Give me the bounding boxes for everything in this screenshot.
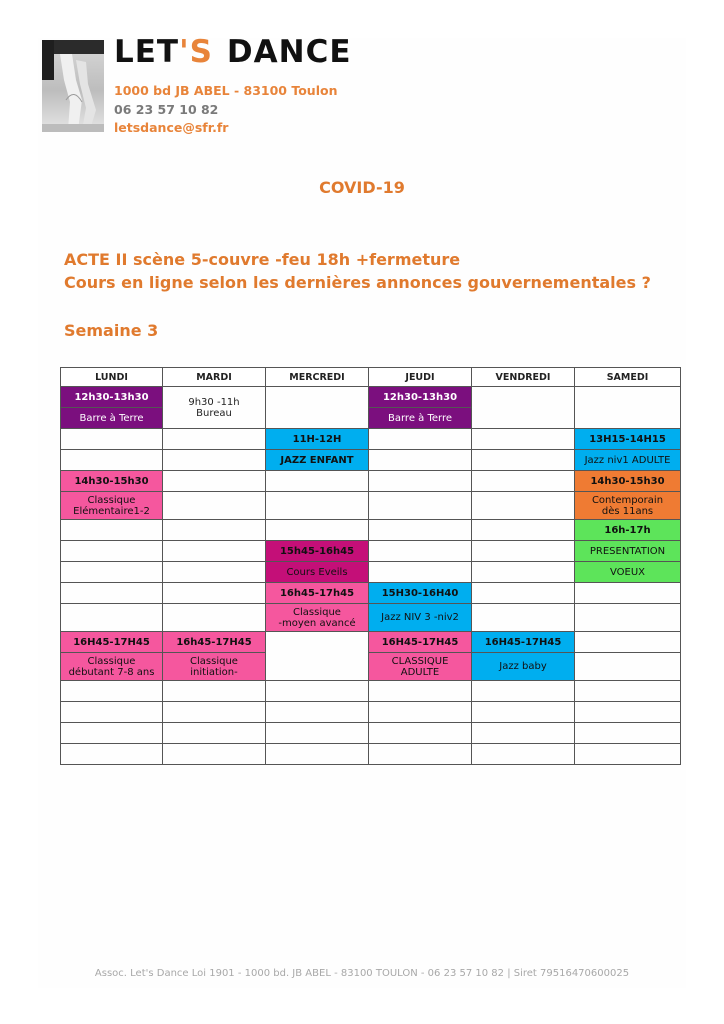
week-label: Semaine 3 — [64, 321, 159, 340]
empty-cell — [266, 492, 369, 520]
table-row — [61, 604, 681, 632]
class-name-cell: Jazz niv1 ADULTE — [575, 450, 681, 471]
empty-cell — [472, 744, 575, 765]
empty-cell — [575, 723, 681, 744]
class-name-cell: Cours Eveils — [266, 562, 369, 583]
empty-cell — [369, 562, 472, 583]
table-row — [61, 681, 681, 702]
empty-cell — [266, 520, 369, 541]
table-row — [61, 723, 681, 744]
class-time-cell: 16H45-17H45 — [369, 632, 472, 653]
day-header: MARDI — [163, 368, 266, 387]
class-time-cell: 16H45-17H45 — [472, 632, 575, 653]
empty-cell — [369, 429, 472, 450]
table-row — [61, 583, 681, 604]
table-row — [61, 450, 681, 471]
empty-cell — [163, 744, 266, 765]
table-row — [61, 520, 681, 541]
day-header: LUNDI — [61, 368, 163, 387]
table-row — [61, 387, 681, 408]
class-time-cell: 12h30-13h30 — [61, 387, 163, 408]
empty-cell — [61, 429, 163, 450]
empty-cell — [369, 520, 472, 541]
empty-cell — [472, 541, 575, 562]
empty-cell — [369, 723, 472, 744]
class-time-cell: 16h45-17h45 — [266, 583, 369, 604]
table-row — [61, 492, 681, 520]
empty-cell — [472, 562, 575, 583]
email-link[interactable]: letsdance@sfr.fr — [114, 120, 229, 135]
class-time-cell: 12h30-13h30 — [369, 387, 472, 408]
empty-cell — [575, 681, 681, 702]
class-name-cell: Classique Elémentaire1-2 — [61, 492, 163, 520]
empty-cell — [472, 429, 575, 450]
class-name-cell: Classique -moyen avancé — [266, 604, 369, 632]
day-header: SAMEDI — [575, 368, 681, 387]
brand-title — [114, 34, 352, 70]
address: 1000 bd JB ABEL - 83100 Toulon — [114, 83, 338, 98]
empty-cell — [266, 632, 369, 681]
empty-cell — [61, 681, 163, 702]
empty-cell — [61, 702, 163, 723]
empty-cell — [369, 541, 472, 562]
empty-cell — [369, 492, 472, 520]
table-row — [61, 471, 681, 492]
class-name-cell: Barre à Terre — [61, 408, 163, 429]
empty-cell — [472, 520, 575, 541]
brand-end: DANCE — [226, 34, 352, 70]
class-time-cell: 11H-12H — [266, 429, 369, 450]
empty-cell — [163, 492, 266, 520]
covid-title: COVID-19 — [319, 178, 405, 197]
class-name-cell: Classique débutant 7-8 ans — [61, 653, 163, 681]
empty-cell — [369, 744, 472, 765]
table-row — [61, 632, 681, 653]
empty-cell — [472, 387, 575, 429]
table-header-row — [61, 368, 681, 387]
empty-cell — [472, 681, 575, 702]
empty-cell — [163, 429, 266, 450]
table-row — [61, 562, 681, 583]
empty-cell — [472, 583, 575, 604]
class-name-cell: CLASSIQUE ADULTE — [369, 653, 472, 681]
class-name-cell: Classique initiation- — [163, 653, 266, 681]
class-time-cell: 14h30-15h30 — [575, 471, 681, 492]
empty-cell — [472, 702, 575, 723]
empty-cell — [369, 681, 472, 702]
brand-accent: 'S — [179, 34, 213, 70]
empty-cell — [369, 702, 472, 723]
table-row — [61, 744, 681, 765]
empty-cell — [369, 471, 472, 492]
empty-cell — [472, 723, 575, 744]
class-time-cell: 16H45-17H45 — [61, 632, 163, 653]
empty-cell — [61, 562, 163, 583]
empty-cell — [163, 681, 266, 702]
empty-cell — [163, 723, 266, 744]
phone: 06 23 57 10 82 — [114, 102, 219, 117]
empty-cell — [575, 744, 681, 765]
empty-cell — [472, 471, 575, 492]
empty-cell — [575, 653, 681, 681]
table-row — [61, 541, 681, 562]
class-time-cell: 15h45-16h45 — [266, 541, 369, 562]
brand-main: LET — [114, 34, 180, 70]
empty-cell — [163, 702, 266, 723]
table-row — [61, 653, 681, 681]
day-header: MERCREDI — [266, 368, 369, 387]
empty-cell — [266, 387, 369, 429]
empty-cell — [61, 604, 163, 632]
empty-cell — [163, 583, 266, 604]
class-time-cell: 14h30-15h30 — [61, 471, 163, 492]
empty-cell — [163, 471, 266, 492]
class-name-cell: Jazz baby — [472, 653, 575, 681]
schedule-table — [60, 367, 681, 765]
notice-line-2: Cours en ligne selon les dernières annonces gouvernementales ? — [64, 273, 651, 292]
class-name-cell: Contemporain dès 11ans — [575, 492, 681, 520]
empty-cell — [575, 583, 681, 604]
class-time-cell: 15H30-16H40 — [369, 583, 472, 604]
class-time-cell: 13H15-14H15 — [575, 429, 681, 450]
empty-cell — [163, 541, 266, 562]
table-row — [61, 429, 681, 450]
empty-cell — [472, 450, 575, 471]
empty-cell — [575, 387, 681, 429]
class-time-cell: 9h30 -11h Bureau — [163, 387, 266, 429]
footer-text: Assoc. Let's Dance Loi 1901 - 1000 bd. JB ABEL - 83100 TOULON - 06 23 57 10 82 | Siret 79516470600025 — [94, 968, 630, 979]
class-name-cell: VOEUX — [575, 562, 681, 583]
empty-cell — [61, 541, 163, 562]
empty-cell — [61, 583, 163, 604]
empty-cell — [575, 632, 681, 653]
class-time-cell: 16h45-17H45 — [163, 632, 266, 653]
empty-cell — [61, 723, 163, 744]
empty-cell — [266, 681, 369, 702]
empty-cell — [163, 562, 266, 583]
notice-line-1: ACTE II scène 5-couvre -feu 18h +fermeture — [64, 250, 461, 269]
empty-cell — [266, 471, 369, 492]
empty-cell — [472, 492, 575, 520]
empty-cell — [266, 744, 369, 765]
empty-cell — [369, 450, 472, 471]
class-name-cell: PRESENTATION — [575, 541, 681, 562]
empty-cell — [163, 450, 266, 471]
empty-cell — [61, 450, 163, 471]
empty-cell — [266, 702, 369, 723]
ballet-feet-photo — [42, 40, 104, 132]
empty-cell — [575, 702, 681, 723]
class-name-cell: JAZZ ENFANT — [266, 450, 369, 471]
empty-cell — [575, 604, 681, 632]
class-time-cell: 16h-17h — [575, 520, 681, 541]
day-header: VENDREDI — [472, 368, 575, 387]
empty-cell — [163, 520, 266, 541]
empty-cell — [472, 604, 575, 632]
class-name-cell: Barre à Terre — [369, 408, 472, 429]
empty-cell — [61, 520, 163, 541]
empty-cell — [266, 723, 369, 744]
empty-cell — [163, 604, 266, 632]
table-row — [61, 702, 681, 723]
class-name-cell: Jazz NIV 3 -niv2 — [369, 604, 472, 632]
day-header: JEUDI — [369, 368, 472, 387]
empty-cell — [61, 744, 163, 765]
